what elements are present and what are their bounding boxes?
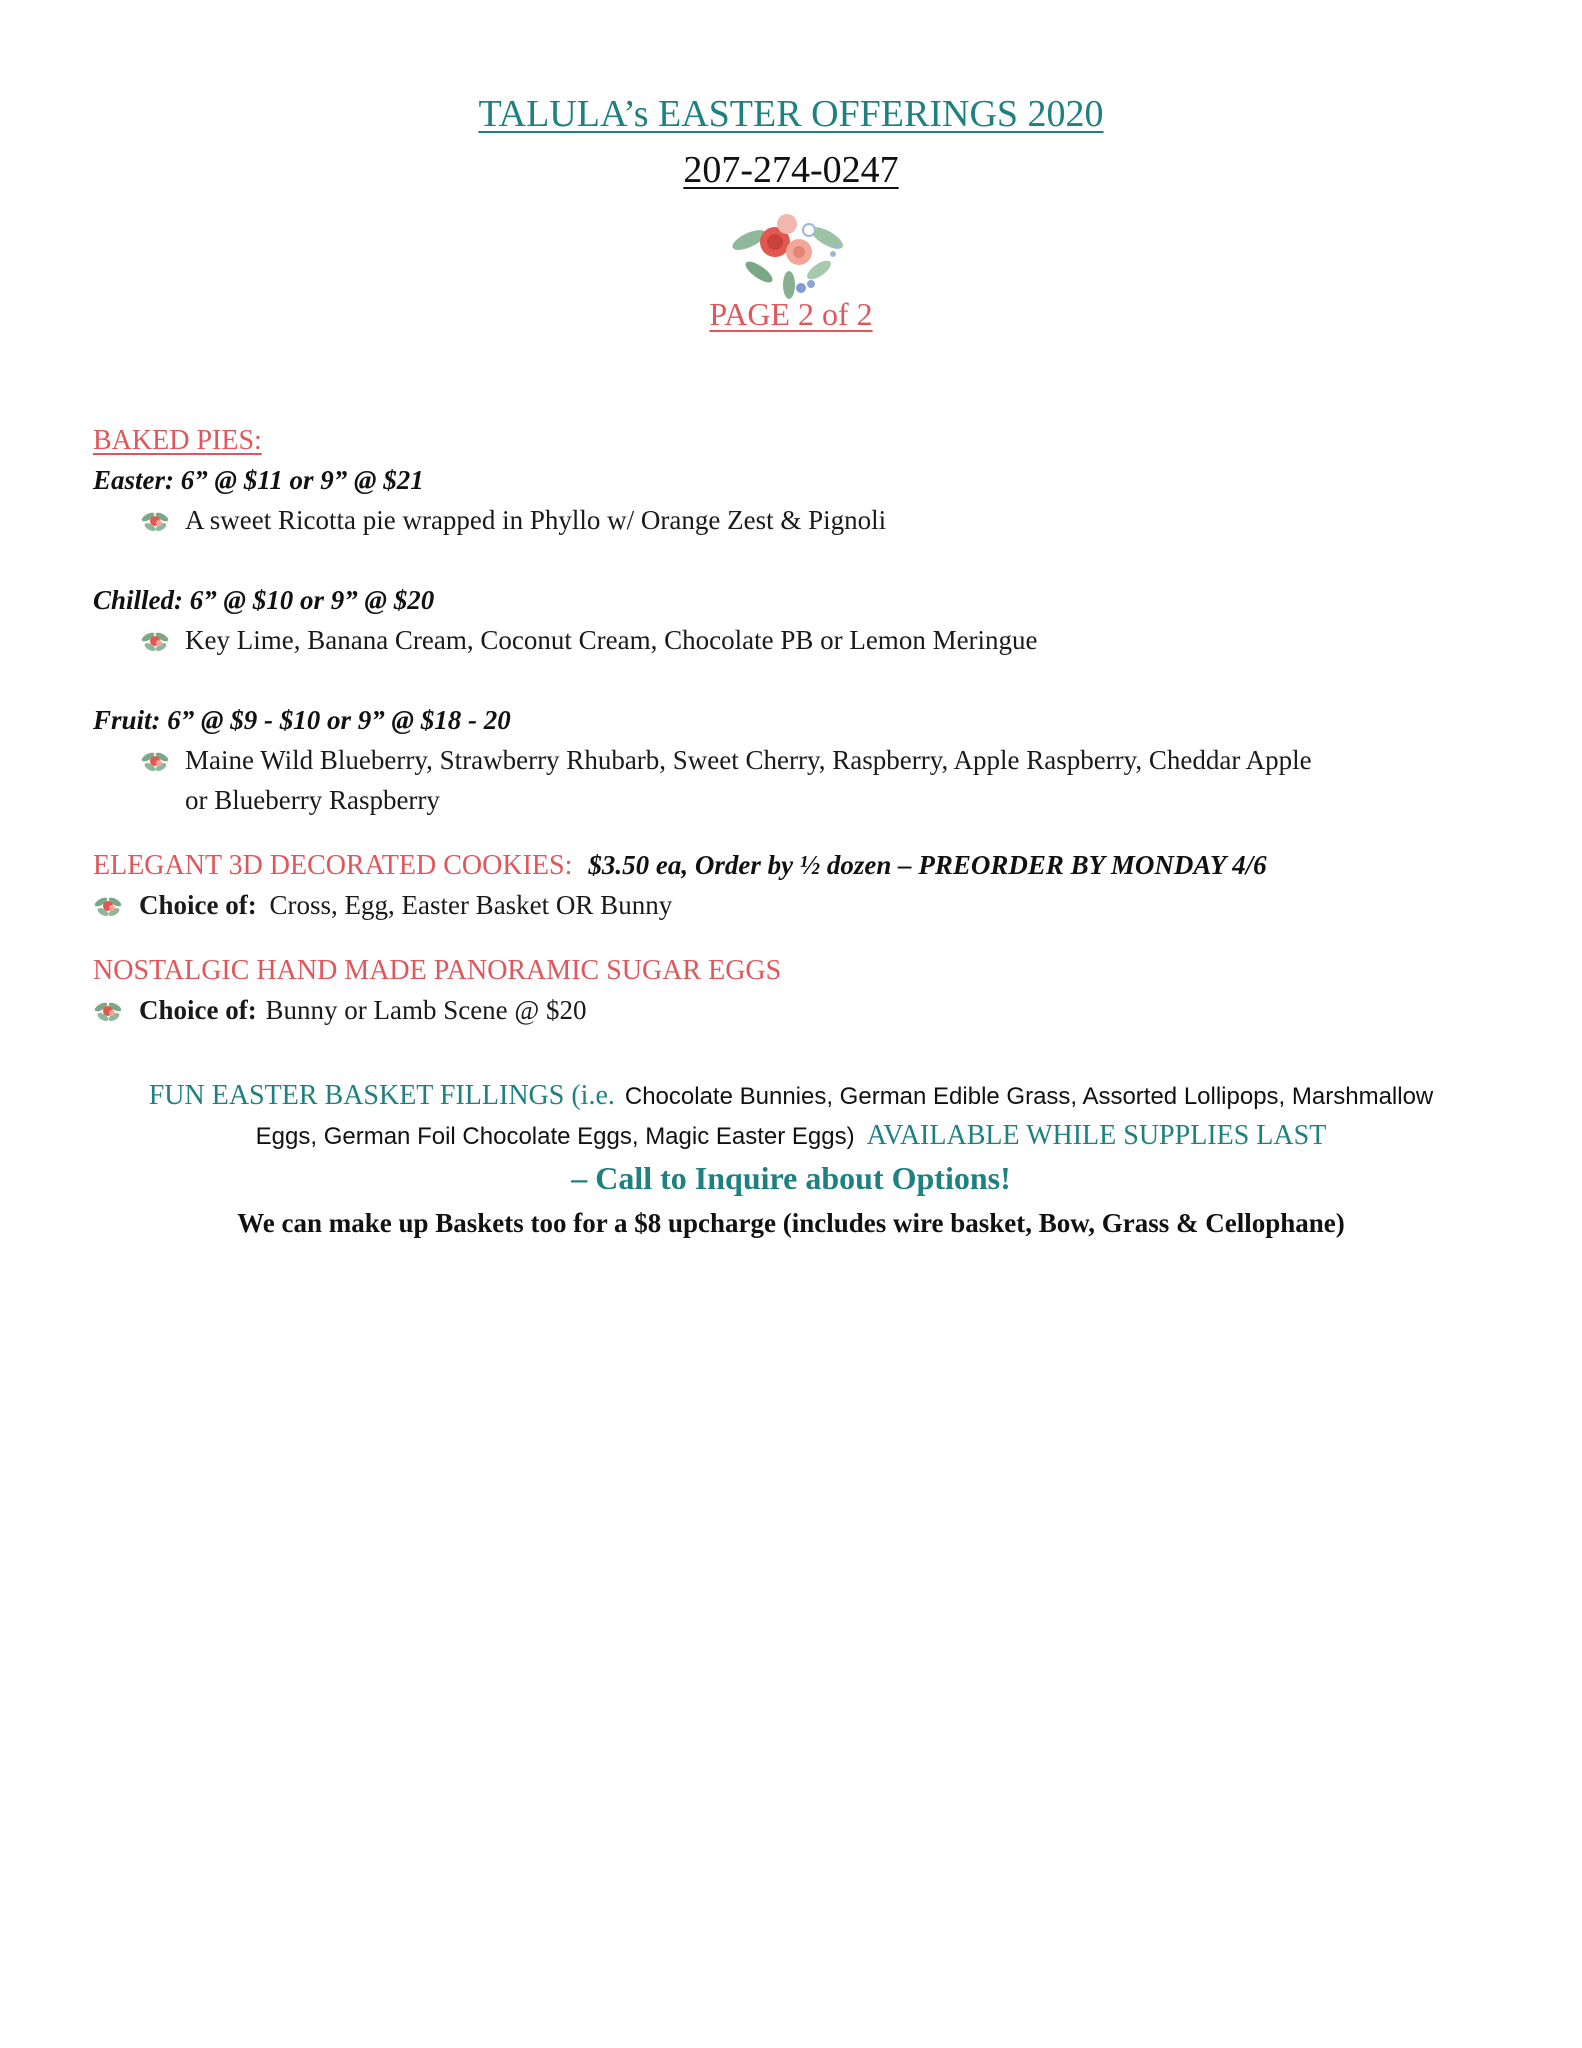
sugar-eggs-choice [139,995,587,1026]
cookies-heading: ELEGANT 3D DECORATED COOKIES: [93,850,573,881]
fruit-pie-description-line1: Maine Wild Blueberry, Strawberry Rhubarb, Sweet Cherry, Raspberry, Apple Raspberry, Cheddar Apple [185,745,1312,775]
phone-number: 207-274-0247 [683,149,899,191]
sugar-eggs-heading: NOSTALGIC HAND MADE PANORAMIC SUGAR EGGS [93,955,782,986]
page-title: TALULA’s EASTER OFFERINGS 2020 [478,93,1104,135]
cookies-choice-value: Cross, Egg, Easter Basket OR Bunny [269,890,673,920]
fruit-pie-description-line2: or Blueberry Raspberry [185,785,440,815]
baskets-list-line1: Chocolate Bunnies, German Edible Grass, Assorted Lollipops, Marshmallow [624,1083,1434,1110]
baskets-upcharge: We can make up Baskets too for a $8 upcharge (includes wire basket, Bow, Grass & Cellophane) [237,1208,1345,1238]
baskets-line2 [0,1120,1582,1152]
cookies-choice-label: Choice of: [139,890,257,920]
flower-bouquet-icon [729,200,849,300]
flower-bullet-icon [140,628,170,654]
baskets-availability: AVAILABLE WHILE SUPPLIES LAST [866,1120,1327,1151]
easter-pie-description: A sweet Ricotta pie wrapped in Phyllo w/ Orange Zest & Pignoli [185,505,887,535]
chilled-pie-price: Chilled: 6” @ $10 or 9” @ $20 [93,585,435,615]
baskets-list-line2: Eggs, German Foil Chocolate Eggs, Magic Easter Eggs) [255,1123,855,1150]
sugar-eggs-choice-label: Choice of: [139,995,257,1025]
flower-bullet-icon [140,508,170,534]
flower-bullet-icon [140,748,170,774]
baskets-call-to-inquire: – Call to Inquire about Options! [571,1160,1011,1196]
cookies-line [93,850,1267,882]
baskets-line1 [0,1080,1582,1112]
fruit-pie-price: Fruit: 6” @ $9 - $10 or 9” @ $18 - 20 [93,705,511,735]
cookies-details: $3.50 ea, Order by ½ dozen – PREORDER BY MONDAY 4/6 [588,850,1267,880]
flower-bullet-icon [93,893,123,919]
baked-pies-heading: BAKED PIES: [93,425,262,456]
page-number: PAGE 2 of 2 [709,296,873,332]
sugar-eggs-choice-value: Bunny or Lamb Scene @ $20 [265,995,587,1025]
easter-pie-price: Easter: 6” @ $11 or 9” @ $21 [93,465,424,495]
baskets-heading: FUN EASTER BASKET FILLINGS (i.e. [148,1080,615,1111]
cookies-choice [139,890,672,921]
flower-bullet-icon [93,998,123,1024]
chilled-pie-description: Key Lime, Banana Cream, Coconut Cream, Chocolate PB or Lemon Meringue [185,625,1038,655]
